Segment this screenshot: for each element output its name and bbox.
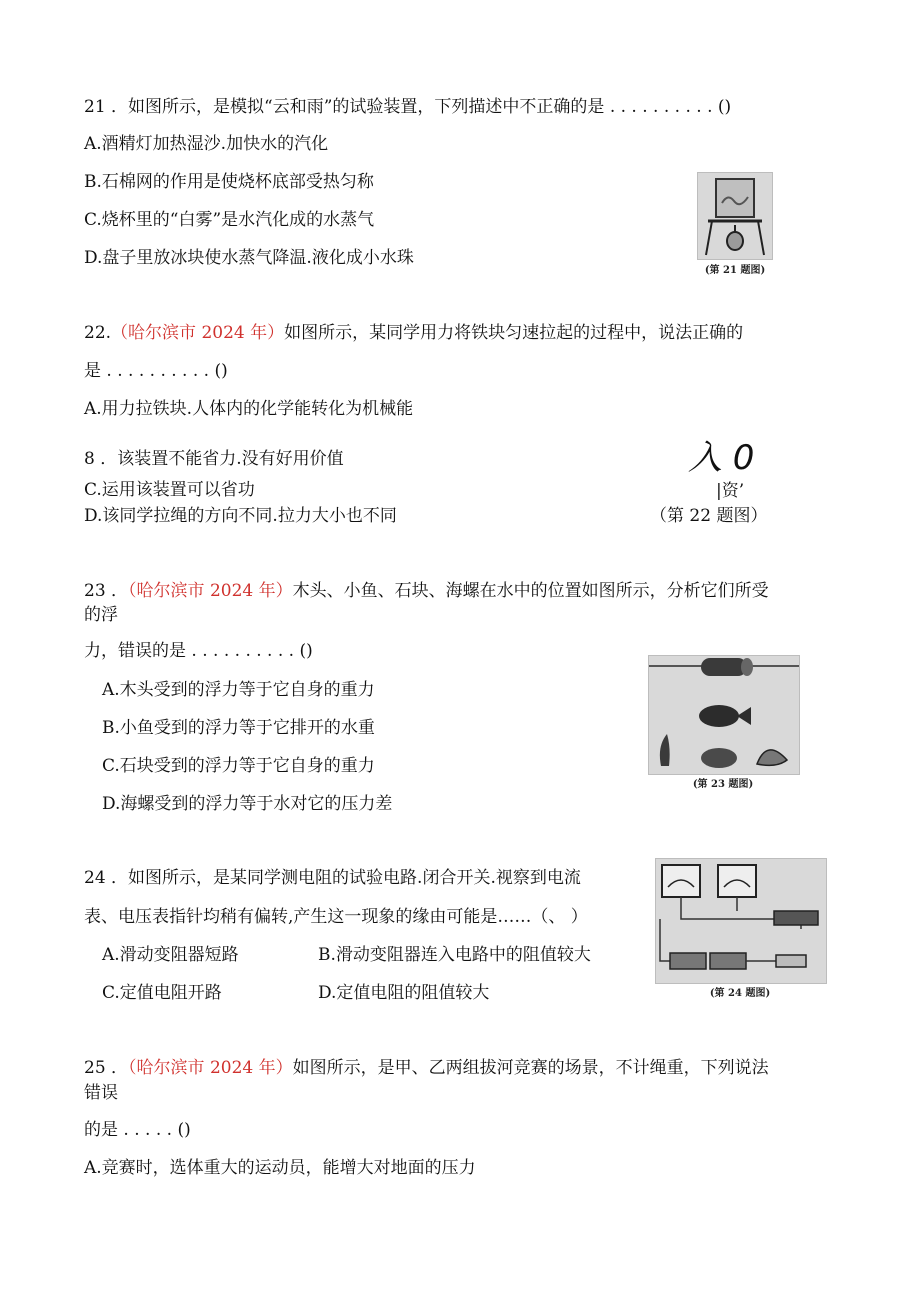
beaker-burner-illustration xyxy=(698,173,772,259)
q23-stem-a: 木头、小鱼、石块、海螺在水中的位置如图所示，分析它们所受 xyxy=(292,581,769,601)
q23-option-d: D.海螺受到的浮力等于水对它的压力差 xyxy=(102,794,393,814)
q22-stem-a: 如图所示，某同学用力将铁块匀速拉起的过程中，说法正确的 xyxy=(284,323,744,343)
q22-stem-line2: 是 . . . . . . . . . . () xyxy=(84,361,228,381)
q25-source: （哈尔滨市 2024 年） xyxy=(128,1058,293,1078)
q23-option-a: A.木头受到的浮力等于它自身的重力 xyxy=(102,680,375,700)
q25-stem-line1 xyxy=(84,1057,769,1079)
q25-option-a: A.竞赛时，选体重大的运动员，能增大对地面的压力 xyxy=(84,1158,476,1178)
q21-option-a: A.酒精灯加热湿沙.加快水的汽化 xyxy=(84,134,329,154)
q24-option-b: B.滑动变阻器连入电路中的阻值较大 xyxy=(318,945,591,965)
q25-number: 25 ． xyxy=(84,1058,129,1078)
q24-figure-caption: (第 24 题图) xyxy=(709,988,771,999)
q23-option-c: C.石块受到的浮力等于它自身的重力 xyxy=(102,756,375,776)
q22-figure-glyph: 入 0 xyxy=(688,438,755,478)
q23-source: （哈尔滨市 2024 年） xyxy=(128,581,293,601)
floating-objects-illustration xyxy=(649,656,799,774)
q21-option-c: C.烧杯里的“白雾”是水汽化成的水蒸气 xyxy=(84,210,375,230)
q23-stem-line3: 力，错误的是 . . . . . . . . . . () xyxy=(84,641,313,661)
q25-stem-line2: 错误 xyxy=(84,1083,118,1103)
q25-stem-line3: 的是 . . . . . () xyxy=(84,1120,191,1140)
q22-option-a: A.用力拉铁块.人体内的化学能转化为机械能 xyxy=(84,399,414,419)
q22-option-d: D.该同学拉绳的方向不同.拉力大小也不同 xyxy=(84,506,397,526)
q24-circuit-figure xyxy=(655,858,827,984)
q23-water-figure xyxy=(648,655,800,775)
q21-stem: 21 ．如图所示，是模拟“云和雨”的试验装置，下列描述中不正确的是 . . . . . . . . . . () xyxy=(84,97,732,117)
q21-option-d: D.盘子里放冰块使水蒸气降温.液化成小水珠 xyxy=(84,248,414,268)
q24-stem-line2: 表、电压表指针均稍有偏转,产生这一现象的缘由可能是……（、 ） xyxy=(84,907,588,927)
q22-figure-text: |资’ xyxy=(716,481,745,501)
q23-stem-line2: 的浮 xyxy=(84,605,118,625)
q25-stem-a: 如图所示，是甲、乙两组拔河竞赛的场景，不计绳重，下列说法 xyxy=(292,1058,769,1078)
q23-option-b: B.小鱼受到的浮力等于它排开的水重 xyxy=(102,718,375,738)
q22-source: （哈尔滨市 2024 年） xyxy=(111,323,285,343)
q22-figure-caption: （第 22 题图） xyxy=(650,506,768,526)
circuit-illustration xyxy=(656,859,826,983)
q24-option-a: A.滑动变阻器短路 xyxy=(102,945,239,965)
q21-option-b: B.石棉网的作用是使烧杯底部受热匀称 xyxy=(84,172,374,192)
q22-option-c: C.运用该装置可以省功 xyxy=(84,480,255,500)
q21-figure-caption: (第 21 题图) xyxy=(704,265,766,276)
q22-number: 22. xyxy=(84,323,112,343)
q22-stem-line1 xyxy=(84,322,743,344)
q24-option-d: D.定值电阻的阻值较大 xyxy=(318,983,490,1003)
q21-apparatus-figure xyxy=(697,172,773,260)
q24-option-c: C.定值电阻开路 xyxy=(102,983,222,1003)
q24-stem-line1: 24 ．如图所示，是某同学测电阻的试验电路.闭合开关.视察到电流 xyxy=(84,868,581,888)
q23-number: 23 ． xyxy=(84,581,129,601)
q23-figure-caption: (第 23 题图) xyxy=(692,779,754,790)
q23-stem-line1 xyxy=(84,580,769,602)
q22-option-b: 8 ．该装置不能省力.没有好用价值 xyxy=(84,449,344,469)
